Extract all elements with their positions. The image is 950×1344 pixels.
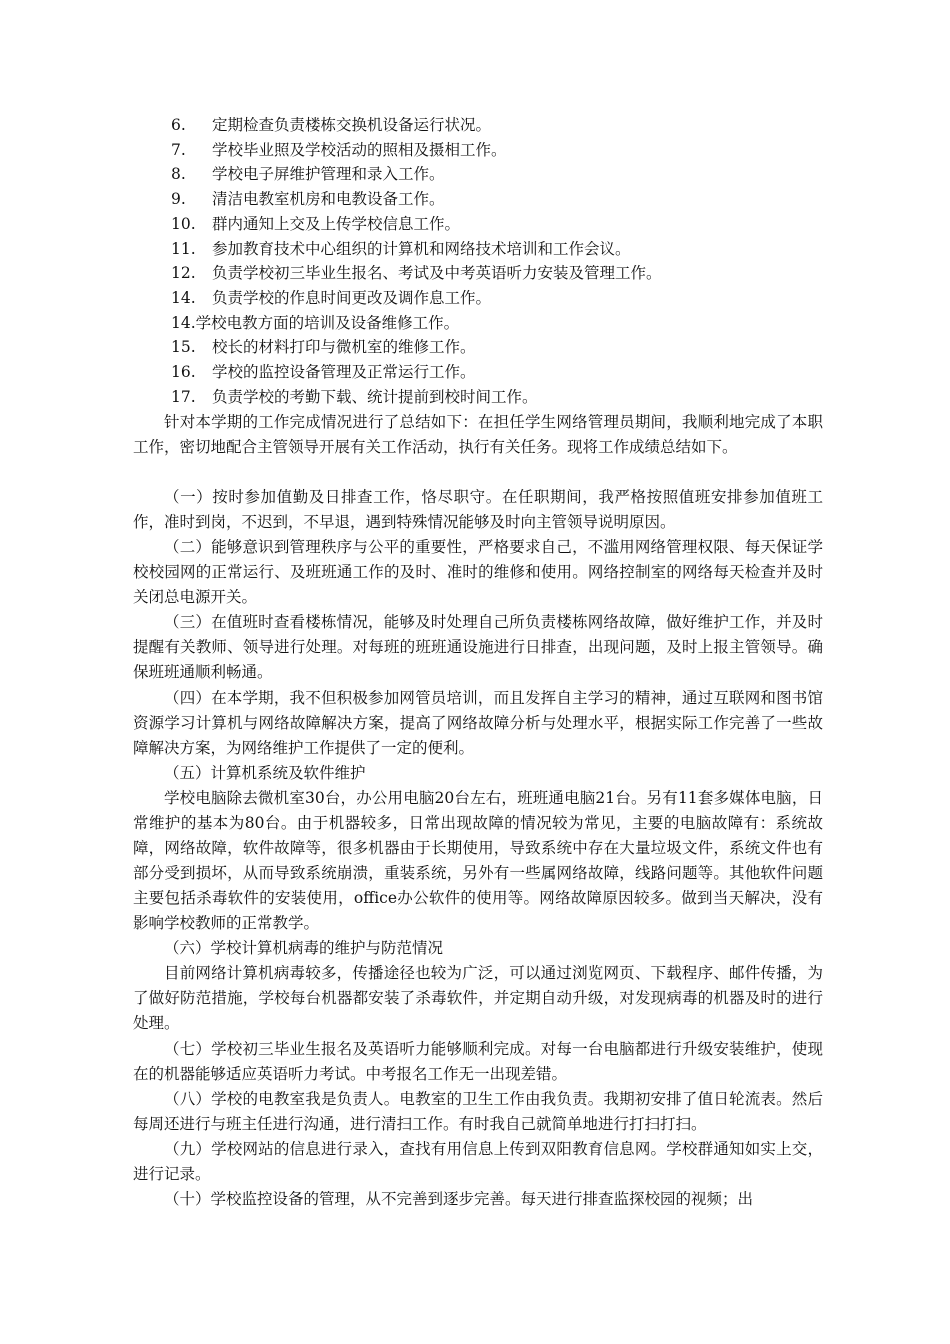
list-item [171,385,851,409]
section-7-paragraph: （七）学校初三毕业生报名及英语听力能够顺利完成。对每一台电脑都进行升级安装维护，使现在的机器能够适应英语听力考试。中考报名工作无一出现差错。 [133,1039,823,1083]
list-item-number: 12. [171,264,196,283]
list-item-text: 参加教育技术中心组织的计算机和网络技术培训和工作会议。 [212,239,631,258]
list-item [171,212,851,236]
list-item-number: 8. [171,165,186,184]
list-item-number: 6. [171,116,186,134]
list-item-text: 学校的监控设备管理及正常运行工作。 [212,363,476,381]
section-4-paragraph: （四）在本学期，我不但积极参加网管员培训，而且发挥自主学习的精神，通过互联网和图书馆资源学习计算机与网络故障解决方案，提高了网络故障分析与处理水平，根据实际工作完善了一些故障解决方案，为网络维护工作提供了一定的便利。 [133,688,823,757]
section-1-paragraph: （一）按时参加值勤及日排查工作，恪尽职守。在任职期间，我严格按照值班安排参加值班工作，准时到岗，不迟到，不早退，遇到特殊情况能够及时向主管领导说明原因。 [133,488,823,532]
list-item [171,335,851,359]
list-item-text: 负责学校初三毕业生报名、考试及中考英语听力安装及管理工作。 [212,264,662,283]
section-6-heading: （六）学校计算机病毒的维护与防范情况 [164,939,444,957]
list-item-text: 清洁电教室机房和电教设备工作。 [212,190,445,209]
list-item-number: 16. [171,363,196,381]
list-item [171,311,851,335]
list-item [171,237,851,261]
list-item-number: 14. [171,313,196,332]
list-item-number: 10. [171,214,196,233]
section-10-paragraph: （十）学校监控设备的管理，从不完善到逐步完善。每天进行排查监探校园的视频；出 [164,1189,754,1208]
list-item [171,187,851,211]
list-item-number: 17. [171,387,196,406]
list-item-text: 负责学校的考勤下载、统计提前到校时间工作。 [212,387,538,406]
list-item [171,286,851,310]
list-item-number: 15. [171,338,196,357]
list-item-text: 定期检查负责楼栋交换机设备运行状况。 [212,116,492,134]
section-5-heading: （五）计算机系统及软件维护 [164,763,366,782]
section-9-paragraph: （九）学校网站的信息进行录入，查找有用信息上传到双阳教育信息网。学校群通知如实上交，进行记录。 [133,1139,823,1183]
list-item-number: 14. [171,288,196,307]
section-5-paragraph: 学校电脑除去微机室30台，办公用电脑20台左右，班班通电脑21台。另有11套多媒体电脑，日常维护的基本为80台。由于机器较多，日常出现故障的情况较为常见，主要的电脑故障有：系统故障，网络故障，软件故障等，很多机器由于长期使用，导致系统中存在大量垃圾文件，系统文件也有部分受到损坏，从而导致系统崩溃，重装系统，另外有一些属网络故障，线路问题等。其他软件问题主要包括杀毒软件的安装使用，office办公软件的使用等。网络故障原因较多。做到当天解决，没有影响学校教师的正常教学。 [133,788,823,932]
list-item-number: 11. [171,239,196,258]
summary-intro-paragraph: 针对本学期的工作完成情况进行了总结如下：在担任学生网络管理员期间，我顺利地完成了本职工作，密切地配合主管领导开展有关工作活动，执行有关任务。现将工作成绩总结如下。 [133,412,823,456]
section-3-paragraph: （三）在值班时查看楼栋情况，能够及时处理自己所负责楼栋网络故障，做好维护工作，并及时提醒有关教师、领导进行处理。对每班的班班通设施进行日排查，出现问题，及时上报主管领导。确保班班通顺利畅通。 [133,613,823,682]
section-6-paragraph: 目前网络计算机病毒较多，传播途径也较为广泛，可以通过浏览网页、下载程序、邮件传播，为了做好防范措施，学校每台机器都安装了杀毒软件，并定期自动升级，对发现病毒的机器及时的进行处理。 [133,964,823,1033]
list-item-text: 群内通知上交及上传学校信息工作。 [212,214,461,233]
list-item [171,360,851,384]
list-item-number: 7. [171,140,186,159]
list-item-text: 学校电教方面的培训及设备维修工作。 [195,313,460,332]
list-item [171,261,851,285]
list-item [171,138,851,162]
list-item [171,113,851,137]
list-item-number: 9. [171,190,186,209]
section-8-paragraph: （八）学校的电教室我是负责人。电教室的卫生工作由我负责。我期初安排了值日轮流表。然后每周还进行与班主任进行沟通，进行清扫工作。有时我自己就简单地进行打扫打扫。 [133,1089,823,1133]
list-item-text: 学校电子屏维护管理和录入工作。 [212,165,445,184]
list-item-text: 学校毕业照及学校活动的照相及摄相工作。 [212,140,507,159]
list-item-text: 校长的材料打印与微机室的维修工作。 [212,338,476,357]
list-item-text: 负责学校的作息时间更改及调作息工作。 [212,288,492,307]
section-2-paragraph: （二）能够意识到管理秩序与公平的重要性，严格要求自己，不滥用网络管理权限、每天保证学校校园网的正常运行、及班班通工作的及时、准时的维修和使用。网络控制室的网络每天检查并及时关闭总电源开关。 [133,538,823,607]
list-item [171,162,851,186]
